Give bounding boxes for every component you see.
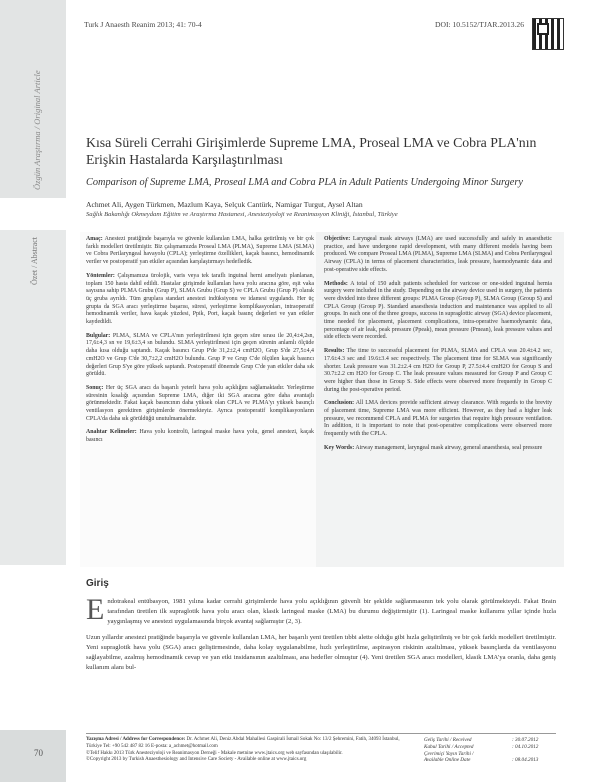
date-label: Çevrimiçi Yayın Tarihi /: [424, 750, 474, 757]
drop-cap: E: [86, 593, 105, 626]
abstract-en-label: Objective:: [324, 236, 351, 242]
correspondence-address: [86, 737, 416, 751]
abstract-en-label: Key Words:: [324, 444, 355, 451]
title-turkish: Kısa Süreli Cerrahi Girişimlerde Supreme LMA, Proseal LMA ve Cobra PLA'nın Erişkin Hastalarda Karşılaştırılması: [86, 135, 537, 167]
abstract-tr-label: Anahtar Kelimeler:: [86, 429, 137, 436]
abstract-tr-label: Yöntemler:: [86, 272, 115, 279]
correspondence-text: Dr. Achmet Ali, Deniz Abdal Mahallesi Gaspirali İsmail Sokak No: 13/2 Şehremini, Fatih, 34093 İstanbul, Türkiye Tel: +90 542 487 82 16 E-posta: a_achmet@hotmail.com: [86, 737, 400, 749]
abstract-en-paragraph: [324, 236, 552, 275]
abstract-en-label: Results:: [324, 348, 345, 355]
abstract-en-label: Conclusion:: [324, 400, 355, 407]
correspondence-label: Yazışma Adresi / Address for Correspondence:: [86, 737, 186, 742]
section-heading-intro: Giriş: [86, 578, 109, 589]
abstract-en-text: The time to successful placement for PLMA, SLMA and CPLA was 20.4±4.2 sec, 17.6±4.3 sec and 19.6±3.4 sec respectively. The placement time for SLMA was significantly shorter. Leak pressure was 31.2±2.4 cm H2O for Group P, 27.5±4.4 cmH2O for Group S and 30.7±2.2 cm H2O for Group C. The leak pressure values measured for Group P and Group C were higher than those in Group S. Side effects were observed more frequently in Group C during the post-operative period.: [324, 348, 552, 393]
affiliation: Sağlık Bakanlığı Okmeydanı Eğitim ve Araştırma Hastanesi, Anesteziyoloji ve Reanimasyon Kliniği, İstanbul, Türkiye: [86, 211, 398, 218]
abstract-tr-label: Amaç:: [86, 236, 103, 242]
abstract-turkish: [86, 236, 314, 451]
date-value: : 04.10.2012: [512, 743, 539, 750]
left-sidebar: [0, 0, 66, 782]
abstract-label: Özet / Abstract: [30, 237, 39, 285]
abstract-en-paragraph: [324, 348, 552, 394]
footer-divider: [86, 733, 556, 734]
journal-citation: Turk J Anaesth Reanim 2013; 41: 70-4: [84, 20, 202, 29]
abstract-english: [324, 236, 552, 459]
doi: DOI: 10.5152/TJAR.2013.26: [434, 20, 524, 29]
abstract-en-paragraph: [324, 445, 552, 453]
abstract-tr-paragraph: [86, 236, 314, 267]
abstract-en-text: Laryngeal mask airways (LMA) are used successfully and safely in anaesthetic practice, and have undergone rapid development, with many different models having been produced. We compare Proseal LMA (PLMA), Supreme LMA (SLMA) and Cobra Perilaryngeal Airway (CPLA) in terms of placement characteristics, leak pressure, haemodynamic data and post-operative side effects.: [324, 236, 552, 273]
abstract-tr-paragraph: [86, 333, 314, 379]
date-value: : 08.04.2013: [512, 757, 539, 764]
sidebar-abstract-band: [0, 230, 66, 565]
abstract-en-paragraph: [324, 281, 552, 343]
date-label: Geliş Tarihi / Received: [424, 737, 472, 743]
intro-paragraph-2: [86, 633, 556, 673]
abstract-tr-text: Çalışmamıza ürolojik, varis veya tek taraflı inguinal herni ameliyatı planlanan, toplam 150 hasta dahil edildi. Hastalar girişimde kullanılan hava yolu aracına göre, eşit vaka sayısına sahip PLMA Grubu (Grup P), SLMA Grubu (Grup S) ve CPLA Grubu (Grup P) olarak üç gruba ayrıldı. Tüm gruplara standart anestezi indüksiyonu ve idamesi uygulandı. Her üç grupta da SGA aracı yerleştirme başarısı, süresi, yerleştirme komplikasyonları, intraoperatif hemodinamik veriler, hava kaçak yüzdesi, Ppik, Port, kaçak basınç değerleri ve yan etkiler kaydedildi.: [86, 272, 314, 326]
abstract-tr-text: Hava yolu kontrolü, laringeal maske hava yolu, genel anestezi, kaçak basıncı: [86, 429, 314, 444]
sidebar-footer-band: [0, 730, 66, 782]
copyright-tr: ©Telif Hakkı 2013 Türk Anesteziyoloji ve Reanimasyon Derneği - Makale metnine www.jtaics.org web sayfasından ulaşılabilir.: [86, 750, 343, 756]
authors: Achmet Ali, Aygen Türkmen, Mazlum Kaya, Selçuk Cantürk, Namigar Turgut, Aysel Altan: [86, 200, 363, 209]
date-label: Kabul Tarihi / Accepted: [424, 743, 474, 750]
abstract-tr-text: PLMA, SLMA ve CPLA'nın yerleştirilmesi için geçen süre sırası ile 20,4±4,2sn, 17,6±4,3 sn ve 19,6±3,4 sn bulundu. SLMA yerleştirilmesi için geçen sürenin anlamlı ölçüde daha kısa olduğu saptandı. Kaçak basıncı Grup P'de 31,2±2,4 cmH2O, Grup S'de 27,5±4,4 cmH2O ve Grup C'de 30,7±2,2 cmH2O bulundu. Grup P ve Grup C'de ölçülen kaçak basıncı değerleri Grup S'ye göre yüksek saptandı. Postoperatif dönemde Grup C'de yan etkiler daha sık görüldü.: [86, 332, 314, 378]
intro-paragraph-1: [86, 593, 556, 627]
correspondence-block: [86, 737, 416, 764]
qr-code-icon: [532, 18, 564, 50]
date-row: [424, 757, 574, 764]
abstract-tr-label: Bulgular:: [86, 332, 111, 339]
abstract-tr-paragraph: [86, 273, 314, 327]
abstract-en-text: Airway management, laryngeal mask airway, general anaesthesia, seal pressure: [355, 444, 543, 451]
abstract-tr-text: Anestezi pratiğinde başarıyla ve güvenle kullanılan LMA, halka getirilmiş ve bir çok farklı modelleri üretilmiştir. Biz çalışmamızda Proseal LMA (PLMA), Supreme LMA (SLMA) ve Cobra Perilaryngeal havayolu (CPLA); yerleştirme özellikleri, kaçak basıncı, hemodinamik veriler ve postoperatif yan etkiler açısından karşılaştırmayı hedefledik.: [86, 236, 314, 266]
sidebar-article-type-band: [0, 0, 66, 198]
abstract-tr-paragraph: [86, 385, 314, 424]
intro-text-1: ndotrakeal entübasyon, 1981 yılına kadar cerrahi girişimlerde hava yolu açıklığının güvenli bir şekilde sağlanmasının tek yolu olarak görülmekteydi. Fakat Brain tarafından üretilen ilk supraglotik hava yolu aracı olan, klasik laringeal maske (LMA) bu durumu değiştirmiştir (1). Laringeal maske kullanımı yıllar içinde hızla yaygınlaşmış ve anestezi uygulamasında birçok avantaj sağlamıştır (2, 3).: [107, 598, 556, 625]
date-row: [424, 737, 574, 744]
article-type-label: Özgün Araştırma / Original Article: [32, 70, 42, 190]
abstract-tr-label: Sonuç:: [86, 384, 104, 391]
date-value: : 30.07.2012: [512, 737, 539, 743]
abstract-en-text: A total of 150 adult patients scheduled for varicose or one-sided inguinal hernia surgery were included in the study. Depending on the airway device used in surgery, the patients were divided into three different groups: PLMA Group (Group P), SLMA Group (Group S) and CPLA Group (Group P). Standard anaesthesia induction and maintenance was applied to all groups. In each one of the three groups, success in supraglottic airway (SGA) device placement, time needed for placement, placement complications, intra-operative haemodynamic data, percentage of air leak, peak pressure (Ppeak), mean pressure (Pmean), leak pressure values and side effects were recorded.: [324, 280, 553, 341]
abstract-en-label: Methods:: [324, 280, 348, 287]
abstract-en-text: All LMA devices provide sufficient airway clearance. With regards to the brevity of placement time, Supreme LMA was more efficient. However, as they had a higher leak pressure, we recommend CPLA and PLMA for surgeries that require high pressure ventilation. In addition, it is important to note that post-operative complications were observed more frequently with the CPLA.: [324, 400, 552, 438]
intro-text-2: Uzun yıllardır anestezi pratiğinde başarıyla ve güvenle kullanılan LMA, her başarılı yeni üretilen tıbbi alette olduğu gibi hızla geliştirilmiş ve bir çok farklı modelleri üretilmiştir. Yeni supraglotik hava yolu (SGA) aracı geliştirmesinde, daha kolay uygulanabilme, hızlı yerleştirilme, aspirasyon riskinin azaltılması, yüksek basınçlarda da ventilasyonu sağlayabilme, azalmış hemodinamik cevap ve yan etki insidansının azaltılması, ana hedefler olmuştur (4). Yeni üretilen SGA aracı modelleri, klasik LMA'ya oranla, daha geniş kullanım alanı bul-: [86, 634, 556, 671]
page-number: 70: [34, 748, 43, 758]
date-row: [424, 751, 574, 758]
abstract-tr-paragraph: [86, 429, 314, 444]
abstract-tr-text: Her üç SGA aracı da başarılı yeterli hava yolu açıklığını sağlamaktadır. Yerleştirme süresinin kısalığı açısından Supreme LMA, diğer iki SGA aracına göre daha avantajlı görünmektedir. Fakat kaçak basıncının daha yüksek olan CPLA ve PLMA'yı yüksek basınçlı ventilasyon gerektiren girişimlerde önermekteyiz. Ayrıca postoperatif komplikasyonların CPLA'da daha sık görüldüğü unutulmamalıdır.: [86, 384, 314, 422]
date-label: Available Online Date: [424, 757, 471, 764]
copyright-en: ©Copyright 2013 by Turkish Anaesthesiology and Intensive Care Society - Available online at www.jtaics.org: [86, 757, 307, 763]
title-english: Comparison of Supreme LMA, Proseal LMA and Cobra PLA in Adult Patients Undergoing Minor Surgery: [86, 177, 523, 188]
date-row: [424, 744, 574, 751]
article-dates: [424, 737, 574, 764]
intro-body: [86, 593, 556, 679]
abstract-en-paragraph: [324, 400, 552, 439]
